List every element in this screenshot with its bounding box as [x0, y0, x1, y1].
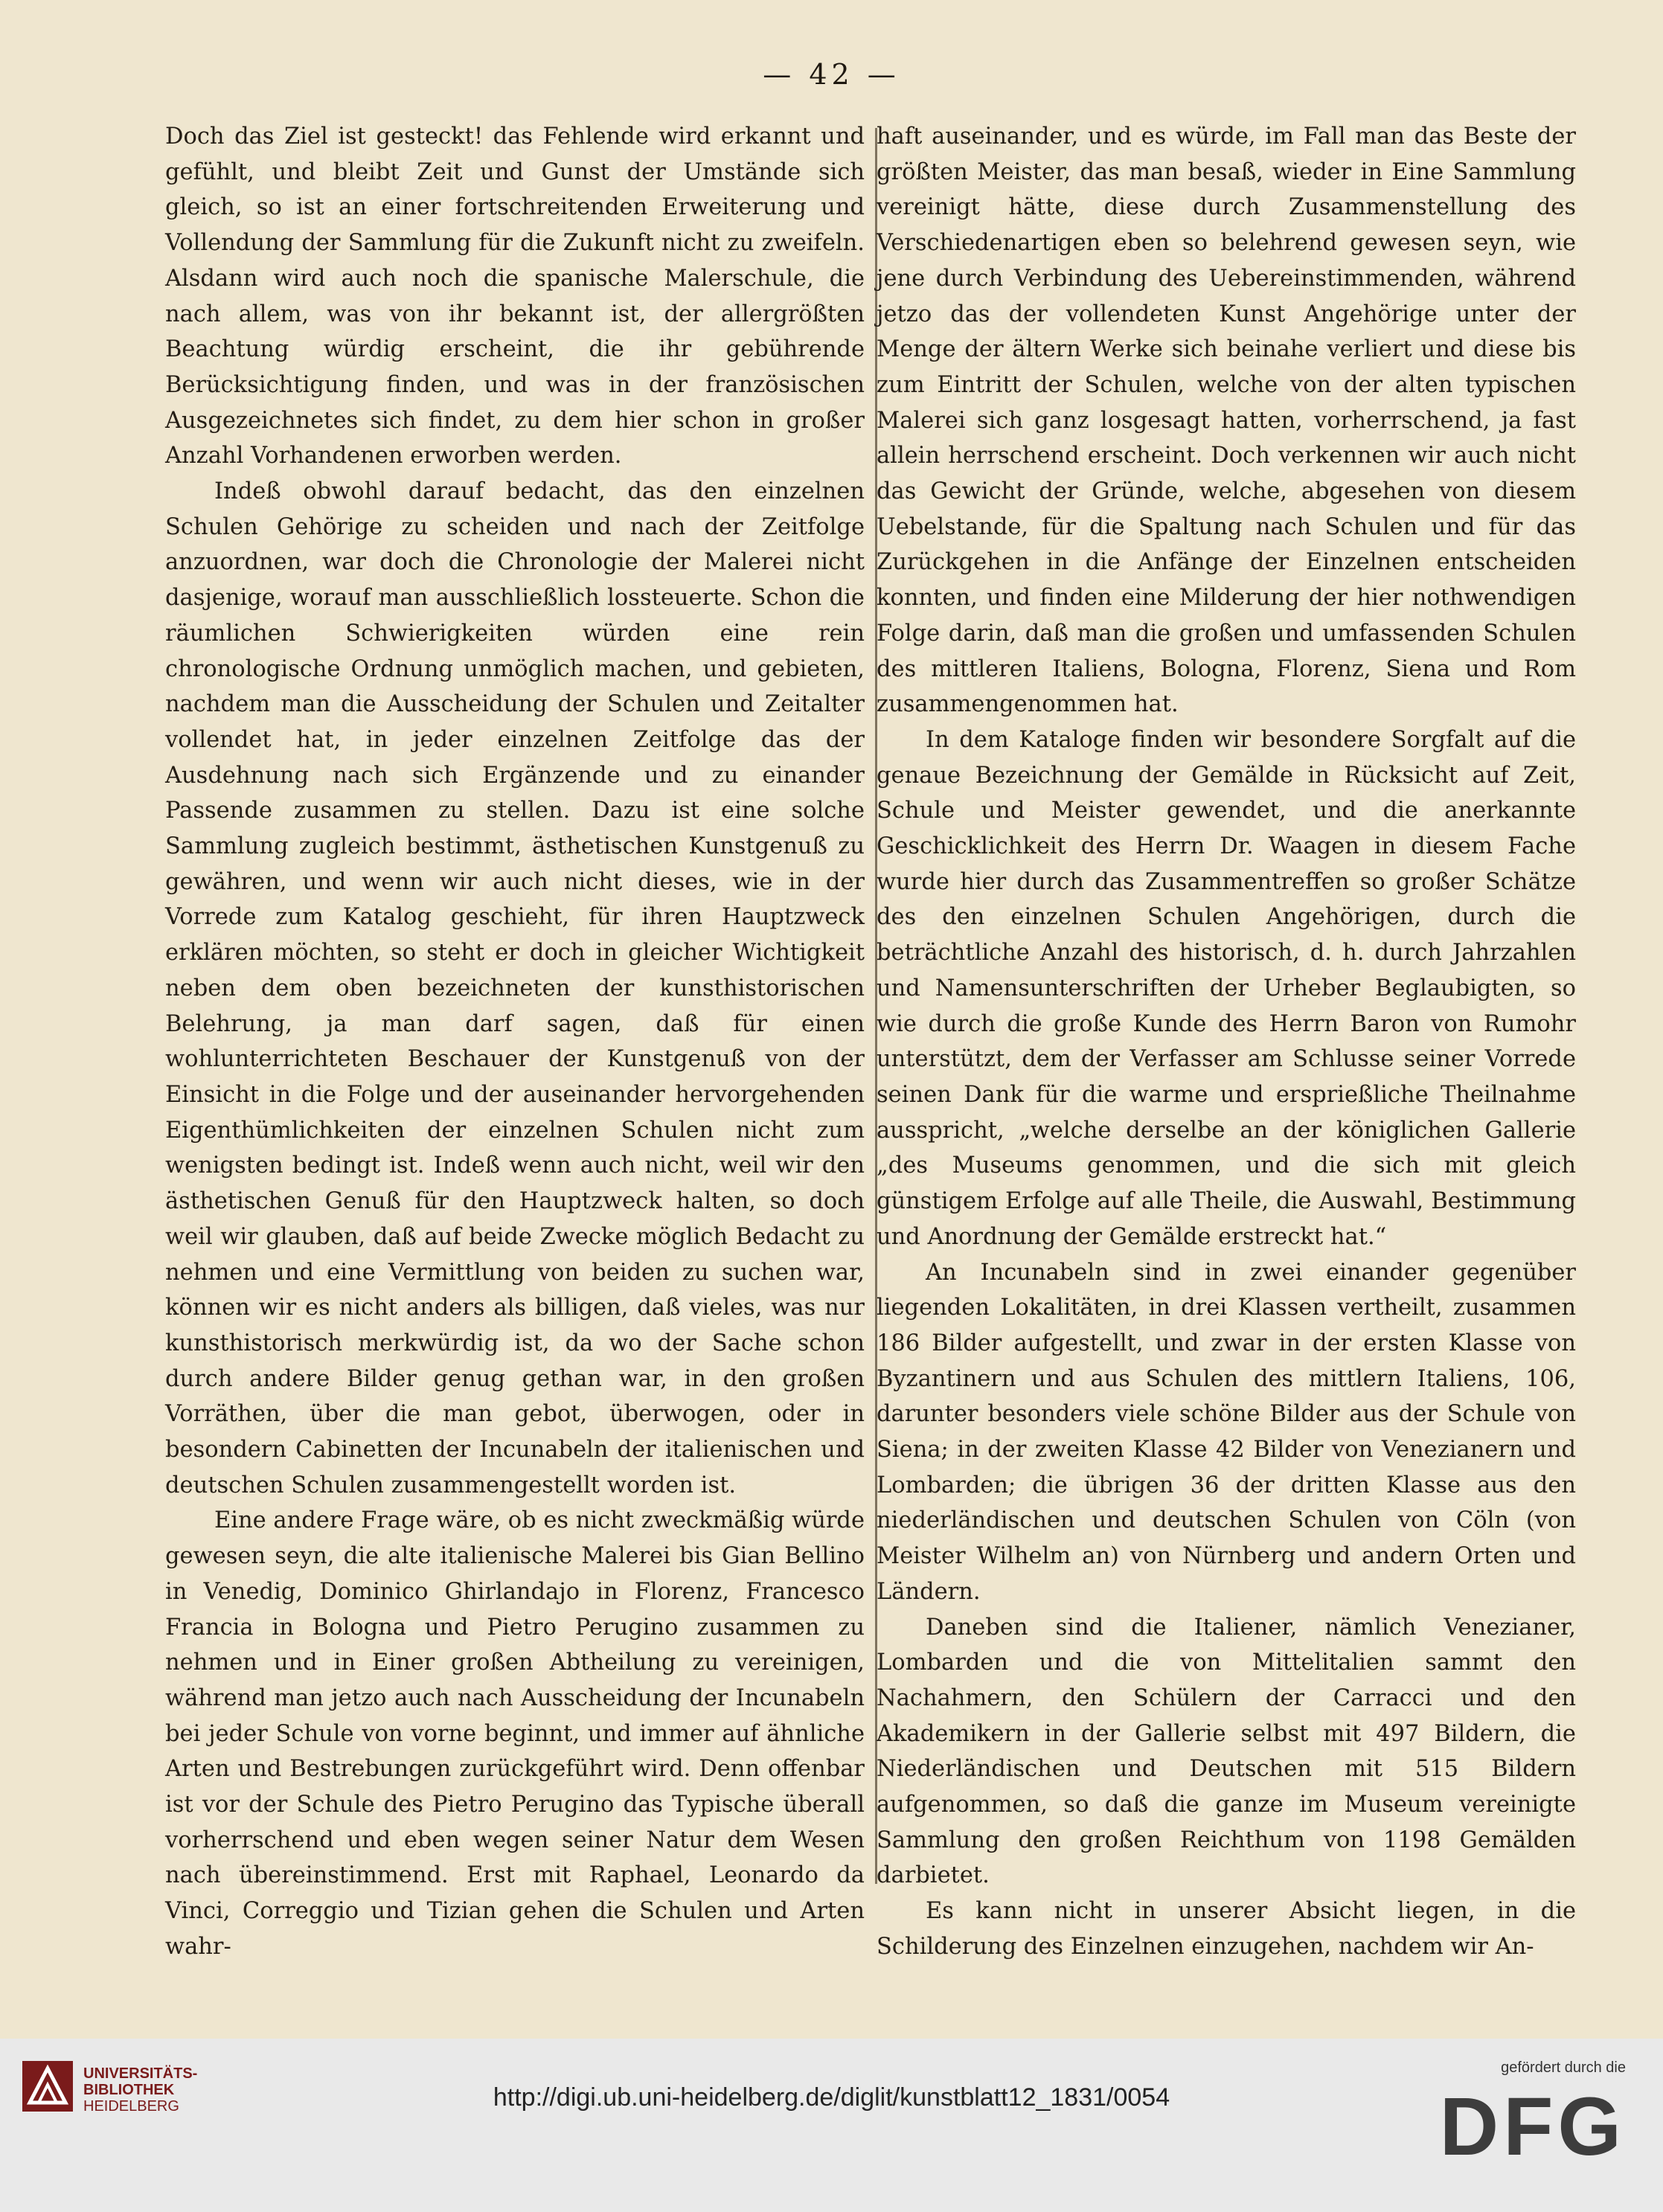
library-city: HEIDELBERG	[83, 2098, 179, 2115]
right-column	[877, 119, 1576, 1965]
paragraph: In dem Kataloge finden wir besondere Sorgfalt auf die genaue Bezeichnung der Gemälde in Rücksicht auf Zeit, Schule und Meister gewendet, und die anerkannte Geschicklichkeit des Herrn Dr. Waagen in diesem Fache wurde hier durch das Zusammentreffen so großer Schätze des den einzelnen Schulen Angehörigen, durch die beträchtliche Anzahl des historisch, d. h. durch Jahrzahlen und Namensunterschriften der Urheber Beglaubigten, so wie durch die große Kunde des Herrn Baron von Rumohr unterstützt, dem der Verfasser am Schlusse seiner Vorrede seinen Dank für die warme und ersprießliche Theilnahme ausspricht, „welche derselbe an der königlichen Gallerie „des Museums genommen, und die sich mit gleich günstigem Erfolge auf alle Theile, die Auswahl, Bestimmung und Anordnung der Gemälde erstreckt hat.“	[877, 726, 1576, 1250]
paragraph: haft auseinander, und es würde, im Fall man das Beste der größten Meister, das man besaß, wieder in Eine Sammlung vereinigt hätte, diese durch Zusammenstellung des Verschiedenartigen eben so belehrend gewesen seyn, wie jene durch Verbindung des Uebereinstimmenden, während jetzo das der vollendeten Kunst Angehörige unter der Menge der ältern Werke sich beinahe verliert und diese bis zum Eintritt der Schulen, welche von der alten typischen Malerei sich ganz losgesagt hatten, vorherrschend, ja fast allein herrschend erscheint. Doch verkennen wir auch nicht das Gewicht der Gründe, welche, abgesehen von diesem Uebelstande, für die Spaltung nach Schulen und für das Zurückgehen in die Anfänge der Einzelnen entscheiden konnten, und finden eine Milderung der hier nothwendigen Folge darin, daß man die großen und umfassenden Schulen des mittleren Italiens, Bologna, Florenz, Siena und Rom zusammengenommen hat.	[877, 124, 1576, 718]
paragraph: Eine andere Frage wäre, ob es nicht zweckmäßig würde gewesen seyn, die alte italienische Malerei bis Gian Bellino in Venedig, Dominico Ghirlandajo in Florenz, Francesco Francia in Bologna und Pietro Perugino zusammen zu nehmen und in Einer großen Abtheilung zu vereinigen, während man jetzo auch nach Ausscheidung der Incunabeln bei jeder Schule von vorne beginnt, und immer auf ähnliche Arten und Bestrebungen zurückgeführt wird. Denn offenbar ist vor der Schule des Pietro Perugino das Typische überall vorherrschend und eben wegen seiner Natur dem Wesen nach übereinstimmend. Erst mit Raphael, Leonardo da Vinci, Correggio und Tizian gehen die Schulen und Arten wahr-	[165, 1507, 865, 1960]
library-name-line: UNIVERSITÄTS-	[83, 2065, 198, 2082]
page-number: — 42 —	[763, 58, 900, 91]
paragraph: An Incunabeln sind in zwei einander gegenüber liegenden Lokalitäten, in drei Klassen vertheilt, zusammen 186 Bilder aufgestellt, und zwar in der ersten Klasse von Byzantinern und aus Schulen des mittlern Italiens, 106, darunter besonders viele schöne Bilder aus der Schule von Siena; in der zweiten Klasse 42 Bilder von Venezianern und Lombarden; die übrigen 36 der dritten Klasse aus den niederländischen und deutschen Schulen von Cöln (von Meister Wilhelm an) von Nürnberg und andern Orten und Ländern.	[877, 1259, 1576, 1605]
dfg-logo[interactable]: DFG	[1439, 2081, 1626, 2173]
left-column	[165, 119, 865, 1965]
funding-note: gefördert durch die	[1501, 2059, 1626, 2076]
permalink-url[interactable]: http://digi.ub.uni-heidelberg.de/diglit/kunstblatt12_1831/0054	[493, 2083, 1170, 2112]
paragraph: Daneben sind die Italiener, nämlich Venezianer, Lombarden und die von Mittelitalien sammt den Nachahmern, den Schülern der Carracci und den Akademikern in der Gallerie selbst mit 497 Bildern, die Niederländischen und Deutschen mit 515 Bildern aufgenommen, so daß die ganze im Museum vereinigte Sammlung den großen Reichthum von 1198 Gemälden darbietet.	[877, 1614, 1576, 1889]
paragraph: Doch das Ziel ist gesteckt! das Fehlende wird erkannt und gefühlt, und bleibt Zeit und Gunst der Umstände sich gleich, so ist an einer fortschreitenden Erweiterung und Vollendung der Sammlung für die Zukunft nicht zu zweifeln. Alsdann wird auch noch die spanische Malerschule, die nach allem, was von ihr bekannt ist, der allergrößten Beachtung würdig erscheint, die ihr gebührende Berücksichtigung finden, und was in der französischen Ausgezeichnetes sich findet, zu dem hier schon in großer Anzahl Vorhandenen erworben werden.	[165, 124, 865, 469]
paragraph: Indeß obwohl darauf bedacht, das den einzelnen Schulen Gehörige zu scheiden und nach der Zeitfolge anzuordnen, war doch die Chronologie der Malerei nicht dasjenige, worauf man ausschließlich lossteuerte. Schon die räumlichen Schwierigkeiten würden eine rein chronologische Ordnung unmöglich machen, und gebieten, nachdem man die Ausscheidung der Schulen und Zeitalter vollendet hat, in jeder einzelnen Zeitfolge das der Ausdehnung nach sich Ergänzende und zu einander Passende zusammen zu stellen. Dazu ist eine solche Sammlung zugleich bestimmt, ästhetischen Kunstgenuß zu gewähren, und wenn wir auch nicht dieses, wie in der Vorrede zum Katalog geschieht, für ihren Hauptzweck erklären möchten, so steht er doch in gleicher Wichtigkeit neben dem oben bezeichneten der kunsthistorischen Belehrung, ja man darf sagen, daß für einen wohlunterrichteten Beschauer der Kunstgenuß von der Einsicht in die Folge und der auseinander hervorgehenden Eigenthümlichkeiten der einzelnen Schulen nicht zum wenigsten bedingt ist. Indeß wenn auch nicht, weil wir den ästhetischen Genuß für den Hauptzweck halten, so doch weil wir glauben, daß auf beide Zwecke möglich Bedacht zu nehmen und eine Vermittlung von beiden zu suchen war, können wir es nicht anders als billigen, daß vieles, was nur kunsthistorisch merkwürdig ist, da wo der Sache schon durch andere Bilder genug gethan war, in den großen Vorräthen, über die man gebot, überwogen, oder in besondern Cabinetten der Incunabeln der italienischen und deutschen Schulen zusammengestellt worden ist.	[165, 478, 865, 1498]
paragraph: Es kann nicht in unserer Absicht liegen, in die Schilderung des Einzelnen einzugehen, nachdem wir An-	[877, 1898, 1576, 1960]
library-name-line: BIBLIOTHEK	[83, 2082, 175, 2098]
viewer-footer	[0, 2039, 1663, 2212]
